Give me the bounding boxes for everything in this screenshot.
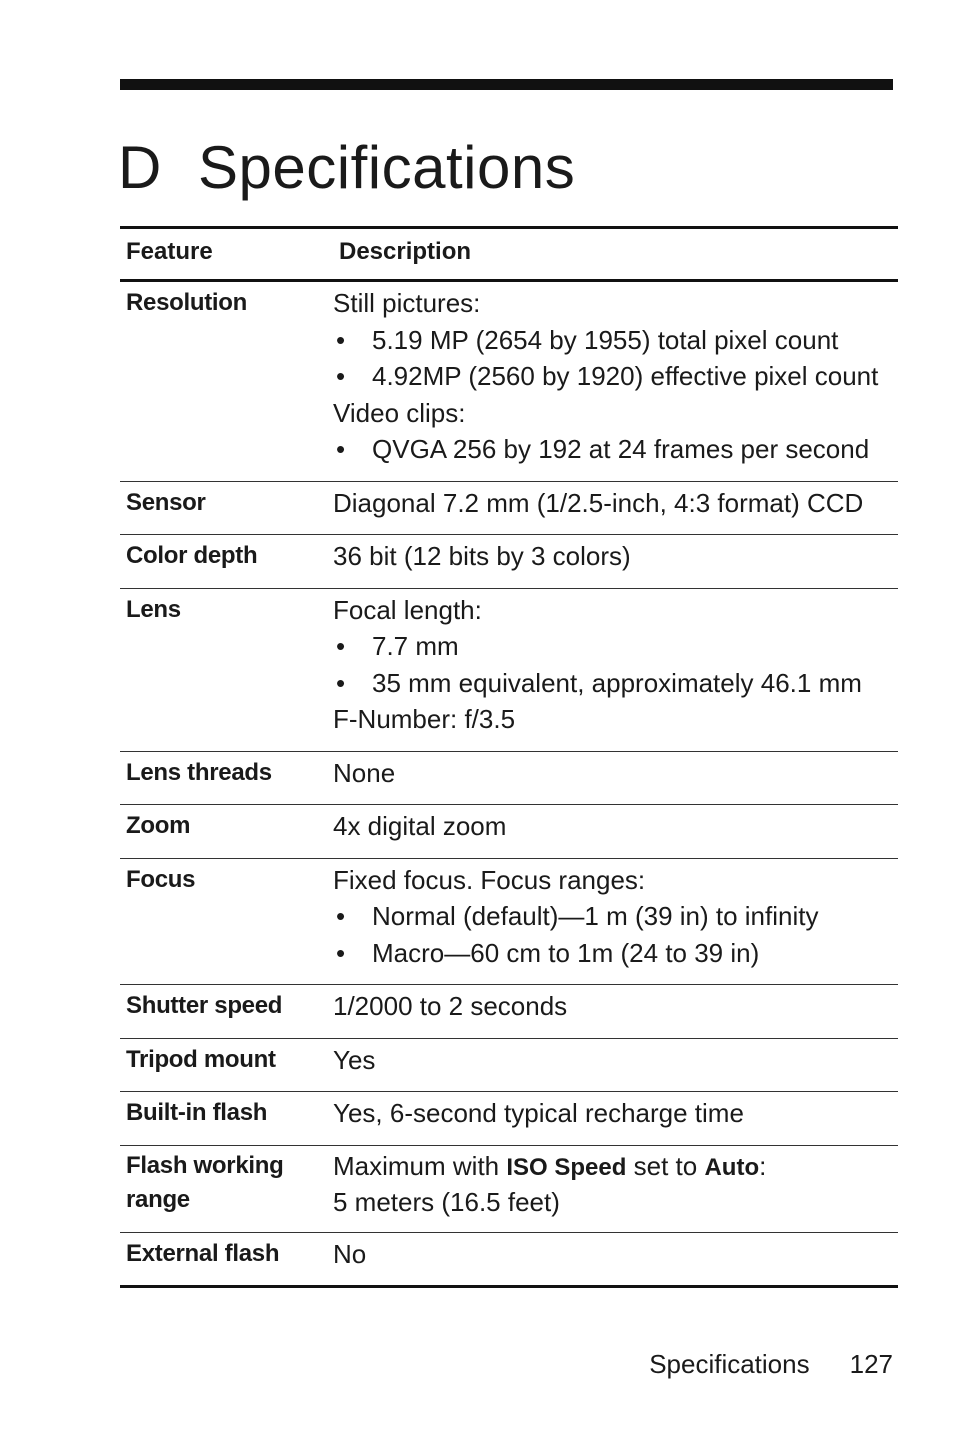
table-row-tripod-mount <box>120 1038 898 1092</box>
chapter-title: Specifications <box>198 134 576 202</box>
description-cell: 4x digital zoom <box>333 811 507 841</box>
feature-cell: Color depth <box>126 542 258 569</box>
text-fragment: set to <box>626 1150 705 1181</box>
feature-line: Flash working <box>126 1151 284 1179</box>
bold-term: Auto <box>704 1153 760 1181</box>
feature-cell: Tripod mount <box>126 1045 276 1073</box>
feature-cell: Shutter speed <box>126 992 283 1019</box>
table-header-row <box>120 228 898 281</box>
description-line: 5 meters (16.5 feet) <box>333 1186 560 1217</box>
table-row-flash-working-range <box>120 1145 898 1232</box>
text-fragment: : <box>759 1150 767 1181</box>
description-line: F-Number: f/3.5 <box>333 704 516 734</box>
description-cell <box>333 1145 898 1232</box>
chapter-top-rule <box>120 79 893 90</box>
header-description: Description <box>339 238 472 265</box>
description-cell: Diagonal 7.2 mm (1/2.5-inch, 4:3 format) CCD <box>333 487 864 518</box>
feature-cell <box>120 1145 333 1232</box>
bullet-item: • 35 mm equivalent, approximately 46.1 mm <box>333 665 898 702</box>
feature-cell: Sensor <box>126 488 206 516</box>
description-cell <box>333 281 898 482</box>
description-line: Fixed focus. Focus ranges: <box>333 864 646 895</box>
table-row-resolution <box>120 281 898 482</box>
bold-term: ISO Speed <box>506 1153 627 1181</box>
chapter-heading <box>118 132 575 204</box>
feature-cell: Zoom <box>126 812 191 839</box>
table-row-focus <box>120 858 898 985</box>
bullet-item: • 4.92MP (2560 by 1920) effective pixel count <box>333 358 898 395</box>
specifications-table <box>120 226 898 1288</box>
description-cell: No <box>333 1238 367 1269</box>
bullet-item: • 7.7 mm <box>333 628 898 665</box>
page-footer <box>0 1347 893 1381</box>
feature-line: range <box>126 1185 190 1213</box>
feature-cell: External flash <box>126 1239 280 1267</box>
bullet-item: • 5.19 MP (2654 by 1955) total pixel count <box>333 322 898 359</box>
chapter-letter: D <box>118 134 162 202</box>
description-line <box>333 1149 898 1185</box>
feature-cell: Built-in flash <box>126 1099 268 1126</box>
description-cell: Yes, 6-second typical recharge time <box>333 1098 744 1128</box>
bullet-item: • Normal (default)—1 m (39 in) to infinity <box>333 898 898 935</box>
footer-section-label: Specifications <box>649 1349 810 1379</box>
description-cell <box>333 858 898 985</box>
table-row-lens-threads <box>120 751 898 805</box>
table-row-sensor <box>120 481 898 535</box>
feature-cell: Focus <box>126 865 196 893</box>
description-cell: None <box>333 757 396 788</box>
description-cell: 36 bit (12 bits by 3 colors) <box>333 541 631 571</box>
feature-cell: Lens threads <box>126 758 272 786</box>
description-line: Focal length: <box>333 594 482 625</box>
table-row-built-in-flash <box>120 1092 898 1146</box>
feature-cell: Lens <box>126 595 181 623</box>
bullet-item: • Macro—60 cm to 1m (24 to 39 in) <box>333 935 898 972</box>
bullet-item: • QVGA 256 by 192 at 24 frames per second <box>333 431 898 468</box>
table-row-shutter-speed <box>120 985 898 1039</box>
text-fragment: Maximum with <box>333 1150 507 1181</box>
description-line: Still pictures: <box>333 288 481 318</box>
page-number: 127 <box>849 1349 893 1379</box>
table-row-zoom <box>120 805 898 859</box>
description-cell <box>333 588 898 751</box>
table-row-lens <box>120 588 898 751</box>
description-cell: 1/2000 to 2 seconds <box>333 991 568 1021</box>
description-cell: Yes <box>333 1044 376 1075</box>
description-line: Video clips: <box>333 397 466 428</box>
table-row-external-flash <box>120 1232 898 1287</box>
header-feature: Feature <box>126 238 213 265</box>
table-row-color-depth <box>120 535 898 589</box>
feature-cell: Resolution <box>126 289 247 316</box>
